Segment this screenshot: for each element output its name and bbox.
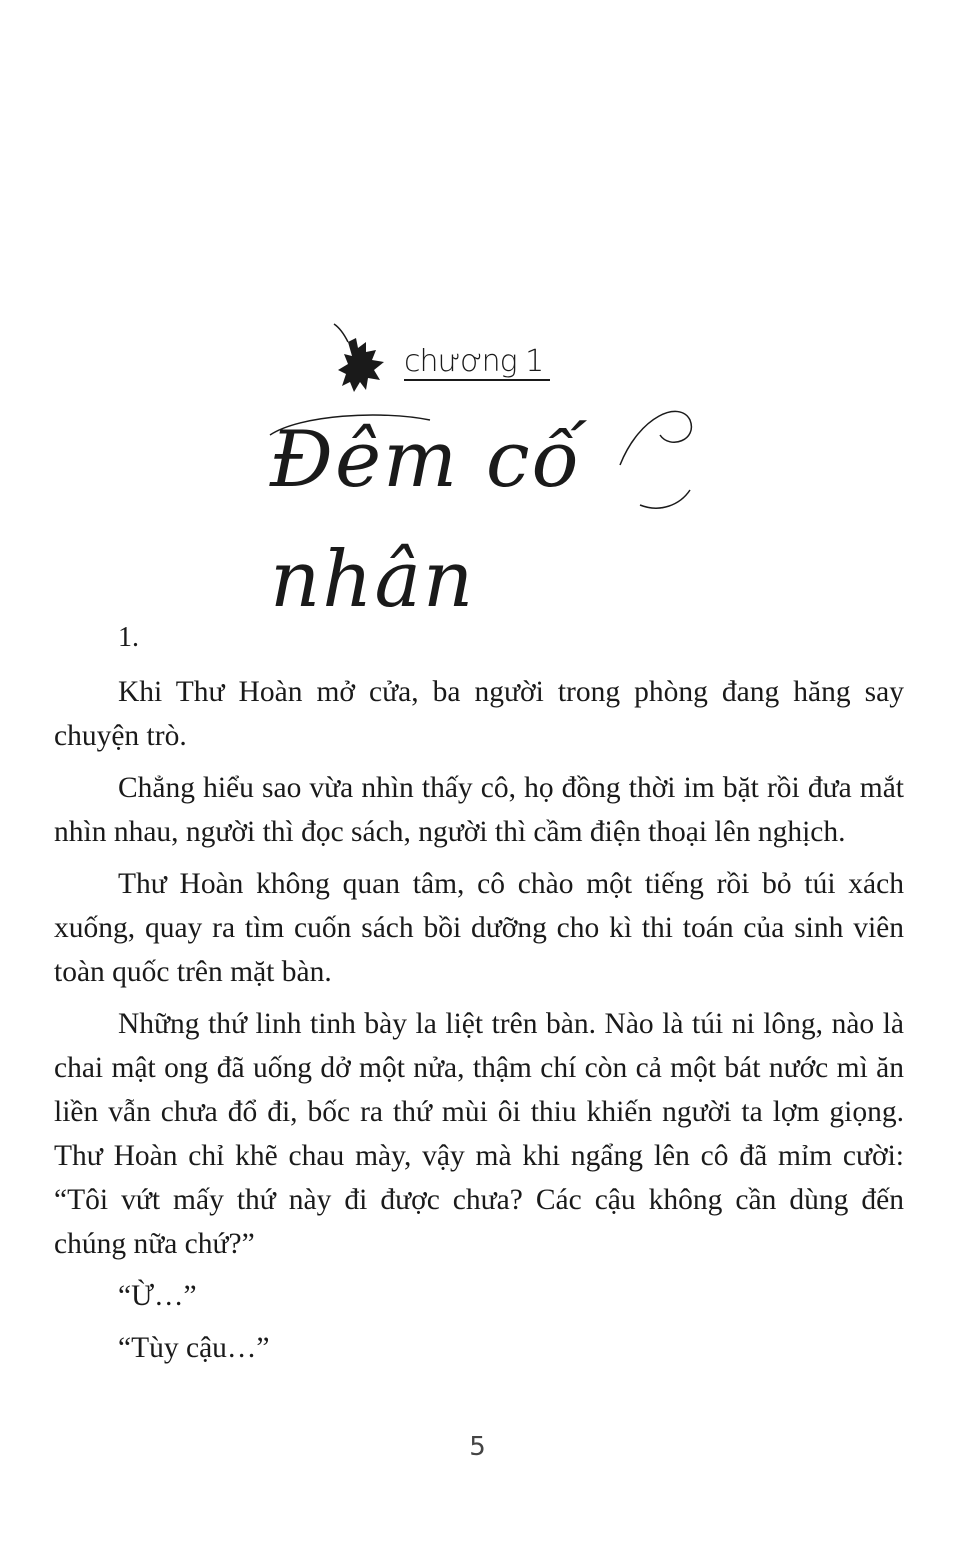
paragraph: Những thứ linh tinh bày la liệt trên bàn. Nào là túi ni lông, nào là chai mật ong đã uống dở một nửa, thậm chí còn cả một bát nước mì ăn liền vẫn chưa đổ đi, bốc ra thứ mùi ôi thiu khiến người ta lợm giọng. Thư Hoàn chỉ khẽ chau mày, vậy mà khi ngẩng lên cô đã mỉm cười: “Tôi vứt mấy thứ này đi được chưa? Các cậu không cần dùng đến chúng nữa chứ?” (54, 1008, 904, 1260)
paragraph: Chẳng hiểu sao vừa nhìn thấy cô, họ đồng thời im bặt rồi đưa mắt nhìn nhau, người thì đọc sách, người thì cầm điện thoại lên nghịch. (54, 772, 904, 848)
section-number: 1. (118, 622, 139, 653)
paragraph: “Tùy cậu…” (118, 1332, 270, 1364)
maple-leaf-icon (326, 320, 406, 400)
paragraph: Thư Hoàn không quan tâm, cô chào một tiếng rồi bỏ túi xách xuống, quay ra tìm cuốn sách bồi dưỡng cho kì thi toán của sinh viên toàn quốc trên mặt bàn. (54, 868, 904, 988)
chapter-underline (404, 379, 550, 381)
chapter-title: Đêm cố nhân (270, 415, 582, 625)
paragraph: Khi Thư Hoàn mở cửa, ba người trong phòng đang hăng say chuyện trò. (54, 676, 904, 752)
page-number: 5 (469, 1432, 486, 1462)
paragraph: “Ừ…” (118, 1280, 197, 1312)
chapter-label: chương 1 (404, 344, 544, 379)
body-text (54, 670, 904, 1378)
